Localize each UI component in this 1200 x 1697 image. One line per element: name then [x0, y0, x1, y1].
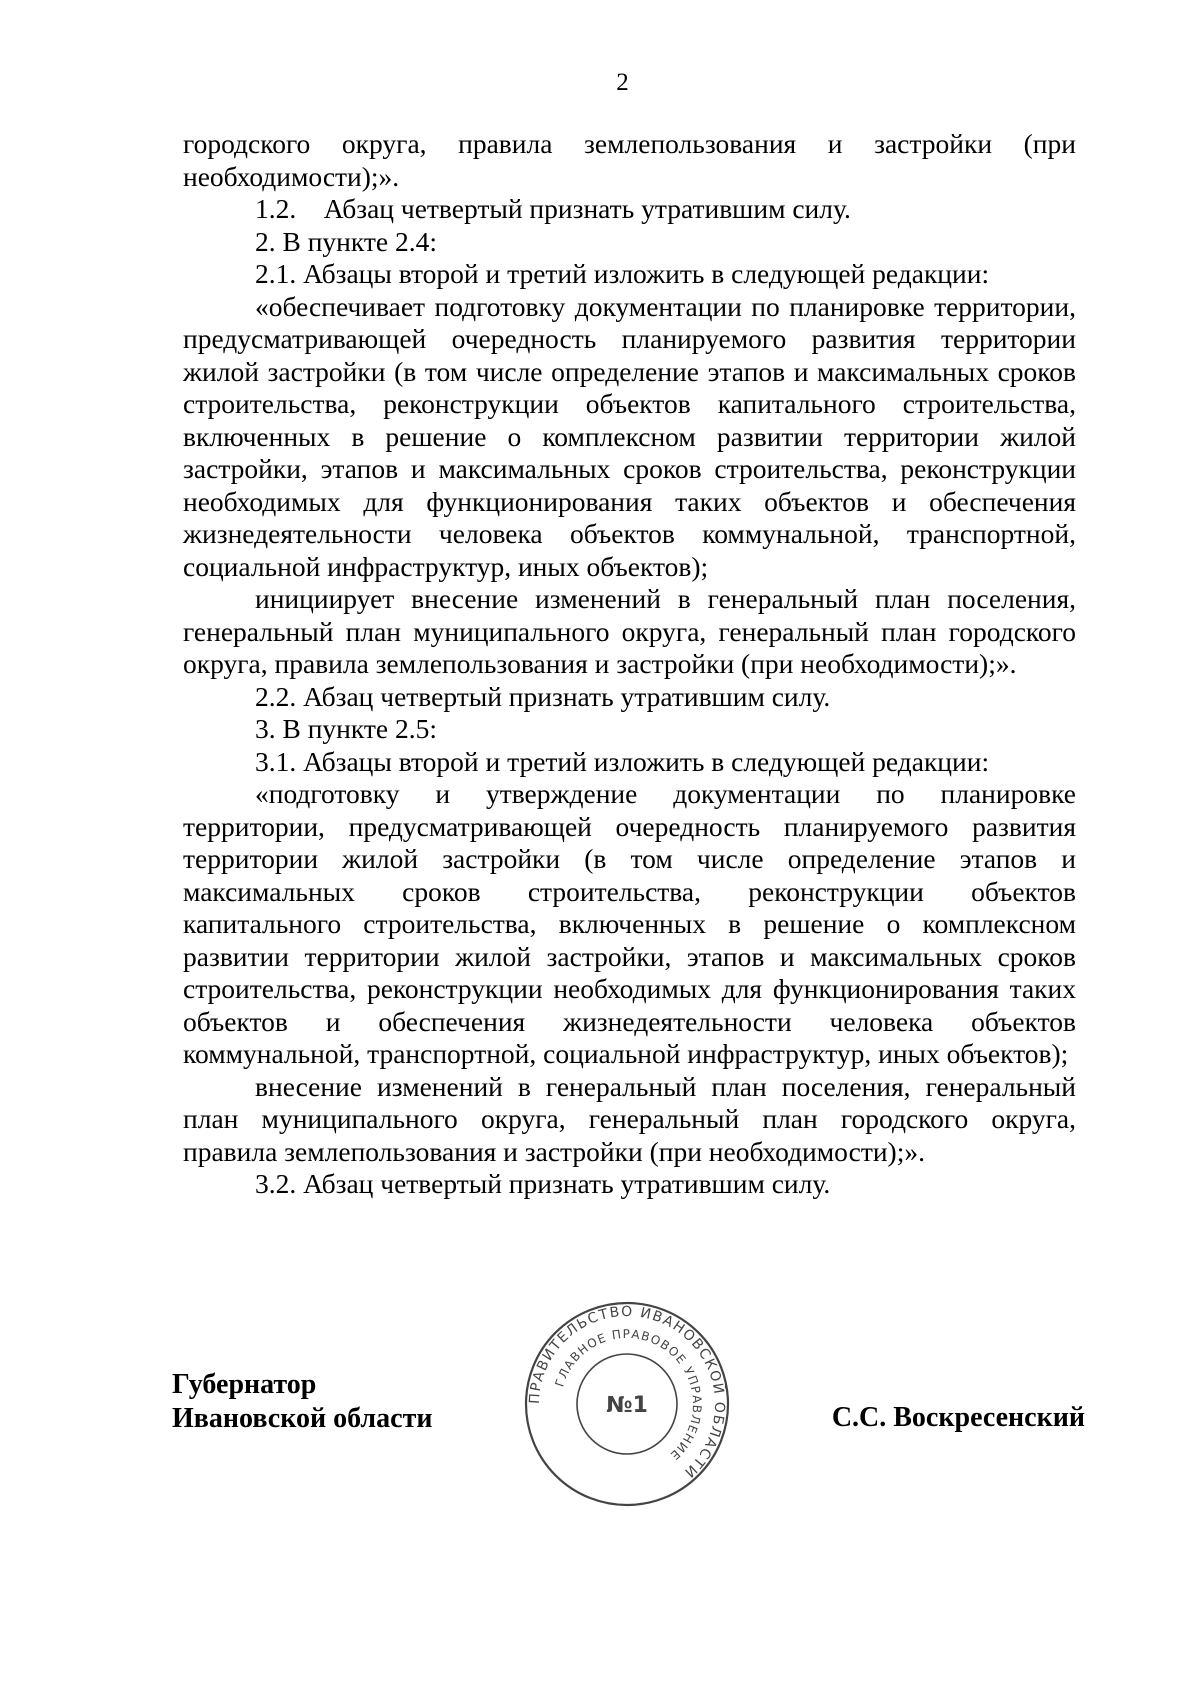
document-body — [183, 128, 1076, 1201]
page-number: 2 — [616, 69, 629, 96]
official-stamp — [522, 1299, 732, 1509]
paragraph-10: «подготовку и утверждение документации по планировке территории, предусматривающей очередность планируемого развития территории жилой застройки (в том числе определение этапов и максимальных сроков строительства, реконструкции объектов капитального строительства, включенных в решение о комплексном развитии территории жилой застройки, этапов и максимальных сроков строительства, реконструкции необходимых для функционирования таких объектов и обеспечения жизнедеятельности человека объектов коммунальной, транспортной, социальной инфраструктур, иных объектов); — [183, 778, 1076, 1069]
signatory-title-line2: Ивановской области — [172, 1403, 433, 1434]
stamp-inner-text: ГЛАВНОЕ ПРАВОВОЕ УПРАВЛЕНИЕ — [552, 1326, 705, 1464]
paragraph-11: внесение изменений в генеральный план поселения, генеральный план муниципального округа, генеральный план городского округа, правила землепользования и застройки (при необходимости);». — [183, 1070, 1076, 1167]
stamp-outer-text: ПРАВИТЕЛЬСТВО ИВАНОВСКОЙ ОБЛАСТИ — [526, 1303, 728, 1482]
paragraph-12: 3.2. Абзац четвертый признать утратившим силу. — [255, 1168, 831, 1199]
paragraph-5: «обеспечивает подготовку документации по планировке территории, предусматривающей очередность планируемого развития территории жилой застройки (в том числе определение этапов и максимальных сроков строительства, реконструкции объектов капитального строительства, включенных в решение о комплексном развитии территории жилой застройки, этапов и максимальных сроков строительства, реконструкции необходимых для функционирования таких объектов и обеспечения жизнедеятельности человека объектов коммунальной, транспортной, социальной инфраструктур, иных объектов); — [183, 290, 1076, 582]
stamp-center-number: №1 — [606, 1393, 648, 1418]
paragraph-4: 2.1. Абзацы второй и третий изложить в следующей редакции: — [255, 258, 990, 289]
signatory-position — [172, 1368, 432, 1436]
signatory-title-line1: Губернатор — [172, 1369, 317, 1400]
paragraph-6: инициирует внесение изменений в генеральный план поселения, генеральный план муниципального округа, генеральный план городского округа, правила землепользования и застройки (при необходимости);». — [183, 583, 1076, 679]
paragraph-9: 3.1. Абзацы второй и третий изложить в следующей редакции: — [255, 745, 990, 777]
paragraph-8: 3. В пункте 2.5: — [255, 713, 438, 744]
paragraph-7: 2.2. Абзац четвертый признать утратившим силу. — [255, 680, 831, 712]
paragraph-1: городского округа, правила землепользования и застройки (при необходимости);». — [183, 128, 1076, 192]
signatory-name: С.С. Воскресенский — [831, 1402, 1085, 1433]
paragraph-3: 2. В пункте 2.4: — [255, 225, 438, 257]
paragraph-2: 1.2. Абзац четвертый признать утратившим силу. — [255, 193, 851, 224]
